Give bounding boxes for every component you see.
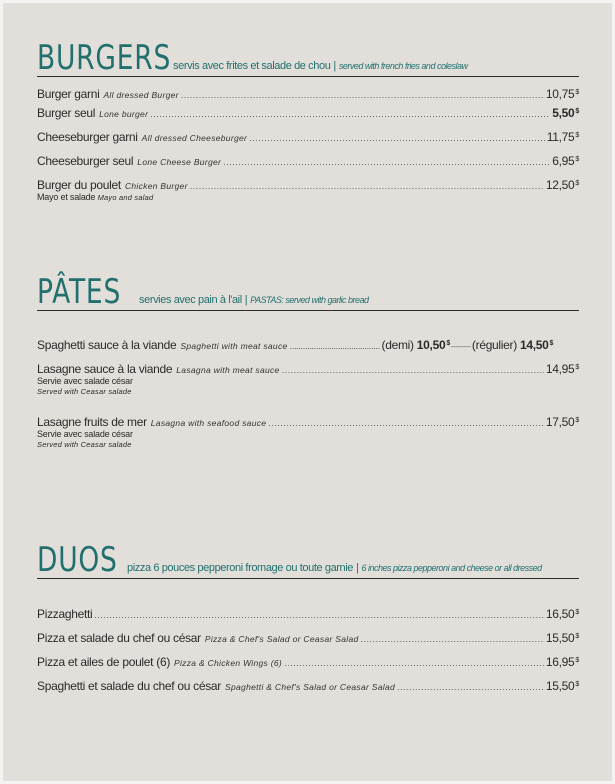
menu-item bbox=[37, 415, 579, 450]
menu-item bbox=[37, 631, 579, 645]
menu-item bbox=[37, 87, 579, 101]
item-name-en: All dressed Cheeseburger bbox=[141, 133, 248, 143]
leader-dots bbox=[290, 341, 380, 351]
burgers-header bbox=[37, 38, 579, 78]
demi-label: (demi) bbox=[381, 338, 414, 352]
burgers-subtitle-fr: servis avec frites et salade de chou bbox=[173, 60, 331, 72]
menu-item bbox=[37, 106, 579, 120]
pates-header bbox=[37, 272, 579, 312]
item-name: Burger du poulet bbox=[37, 178, 121, 192]
menu-item bbox=[37, 607, 579, 621]
leader-dots bbox=[268, 418, 544, 428]
leader-dots bbox=[150, 109, 550, 119]
pates-title: PÂTES bbox=[37, 272, 122, 312]
leader-dots bbox=[284, 658, 544, 668]
item-name: Spaghetti et salade du chef ou césar bbox=[37, 679, 222, 693]
duos-subtitle-separator: | bbox=[356, 562, 359, 574]
menu-item bbox=[37, 655, 579, 669]
duos-header bbox=[37, 540, 579, 580]
item-name: Spaghetti sauce à la viande bbox=[37, 338, 177, 352]
burgers-subtitle-en: served with french fries and coleslaw bbox=[338, 61, 468, 71]
item-price: 14,95$ bbox=[545, 362, 579, 376]
item-name-en: Lone Cheese Burger bbox=[137, 157, 222, 167]
regular-price: 14,50$ bbox=[519, 338, 554, 352]
item-name-en: Chicken Burger bbox=[124, 181, 188, 191]
item-price: 17,50$ bbox=[545, 415, 579, 429]
duos-title: DUOS bbox=[37, 540, 118, 580]
regular-label: (régulier) bbox=[471, 338, 517, 352]
item-name: Cheeseburger seul bbox=[37, 154, 134, 168]
item-name: Cheeseburger garni bbox=[37, 130, 138, 144]
menu-item bbox=[37, 338, 579, 352]
item-name: Lasagne sauce à la viande bbox=[37, 362, 173, 376]
pates-subtitle bbox=[139, 294, 368, 306]
item-name: Lasagne fruits de mer bbox=[37, 415, 147, 429]
leader-dots bbox=[223, 157, 550, 167]
item-price: 16,50$ bbox=[545, 607, 579, 621]
item-price: 10,75$ bbox=[545, 87, 579, 101]
menu-item bbox=[37, 178, 579, 203]
item-name-en: Spaghetti with meat sauce bbox=[180, 341, 288, 351]
leader-dots bbox=[181, 90, 544, 100]
menu-page bbox=[3, 3, 612, 781]
pates-subtitle-separator: | bbox=[244, 294, 248, 306]
item-price: 12,50$ bbox=[545, 178, 579, 192]
duos-subtitle-fr: pizza 6 pouces pepperoni fromage ou toute garnie bbox=[127, 562, 354, 574]
duos-subtitle bbox=[127, 562, 542, 574]
item-note: Mayo et salade Mayo and salad bbox=[37, 192, 154, 202]
burgers-subtitle-separator: | bbox=[333, 60, 336, 72]
item-name-en: Lone burger bbox=[99, 109, 149, 119]
burgers-section bbox=[37, 38, 579, 202]
leader-dots bbox=[361, 634, 544, 644]
pates-subtitle-fr: servies avec pain à l'ail bbox=[139, 294, 242, 306]
item-name-en: Spaghetti & Chef's Salad or Ceasar Salad bbox=[225, 682, 396, 692]
leader-dots bbox=[190, 181, 544, 191]
leader-dots bbox=[397, 682, 544, 692]
burgers-subtitle bbox=[173, 60, 467, 72]
item-note: Servie avec salade césar Served with Ceasar salade bbox=[37, 429, 133, 449]
leader-dashes bbox=[451, 344, 471, 351]
item-price: 5,50$ bbox=[552, 106, 579, 120]
item-name-en: Lasagna with meat sauce bbox=[176, 365, 280, 375]
pates-subtitle-en: PASTAS: served with garlic bread bbox=[250, 295, 369, 305]
menu-item bbox=[37, 679, 579, 693]
item-name-en: All dressed Burger bbox=[103, 90, 179, 100]
item-name: Burger seul bbox=[37, 106, 96, 120]
item-name: Burger garni bbox=[37, 87, 100, 101]
item-price: 15,50$ bbox=[545, 631, 579, 645]
pates-section bbox=[37, 272, 579, 449]
item-name-en: Lasagna with seafood sauce bbox=[150, 418, 267, 428]
menu-item bbox=[37, 362, 579, 397]
demi-price: 10,50$ bbox=[416, 338, 450, 352]
leader-dots bbox=[249, 133, 545, 143]
duos-section bbox=[37, 540, 579, 693]
item-note: Servie avec salade césar Served with Ceasar salade bbox=[37, 376, 133, 396]
menu-item bbox=[37, 130, 579, 144]
menu-item bbox=[37, 154, 579, 168]
duos-subtitle-en: 6 inches pizza pepperoni and cheese or all dressed bbox=[361, 563, 542, 573]
item-price: 16,95$ bbox=[545, 655, 579, 669]
item-price: 6,95$ bbox=[552, 154, 579, 168]
item-name: Pizza et salade du chef ou césar bbox=[37, 631, 201, 645]
burgers-title: BURGERS bbox=[37, 38, 172, 78]
item-name-en: Pizza & Chicken Wings (6) bbox=[174, 658, 283, 668]
item-name: Pizza et ailes de poulet (6) bbox=[37, 655, 171, 669]
item-price: 15,50$ bbox=[545, 679, 579, 693]
item-price: 11,75$ bbox=[546, 130, 579, 144]
item-name: Pizzaghetti bbox=[37, 607, 93, 621]
item-name-en: Pizza & Chef's Salad or Ceasar Salad bbox=[204, 634, 359, 644]
leader-dots bbox=[94, 610, 543, 620]
leader-dots bbox=[282, 365, 544, 375]
